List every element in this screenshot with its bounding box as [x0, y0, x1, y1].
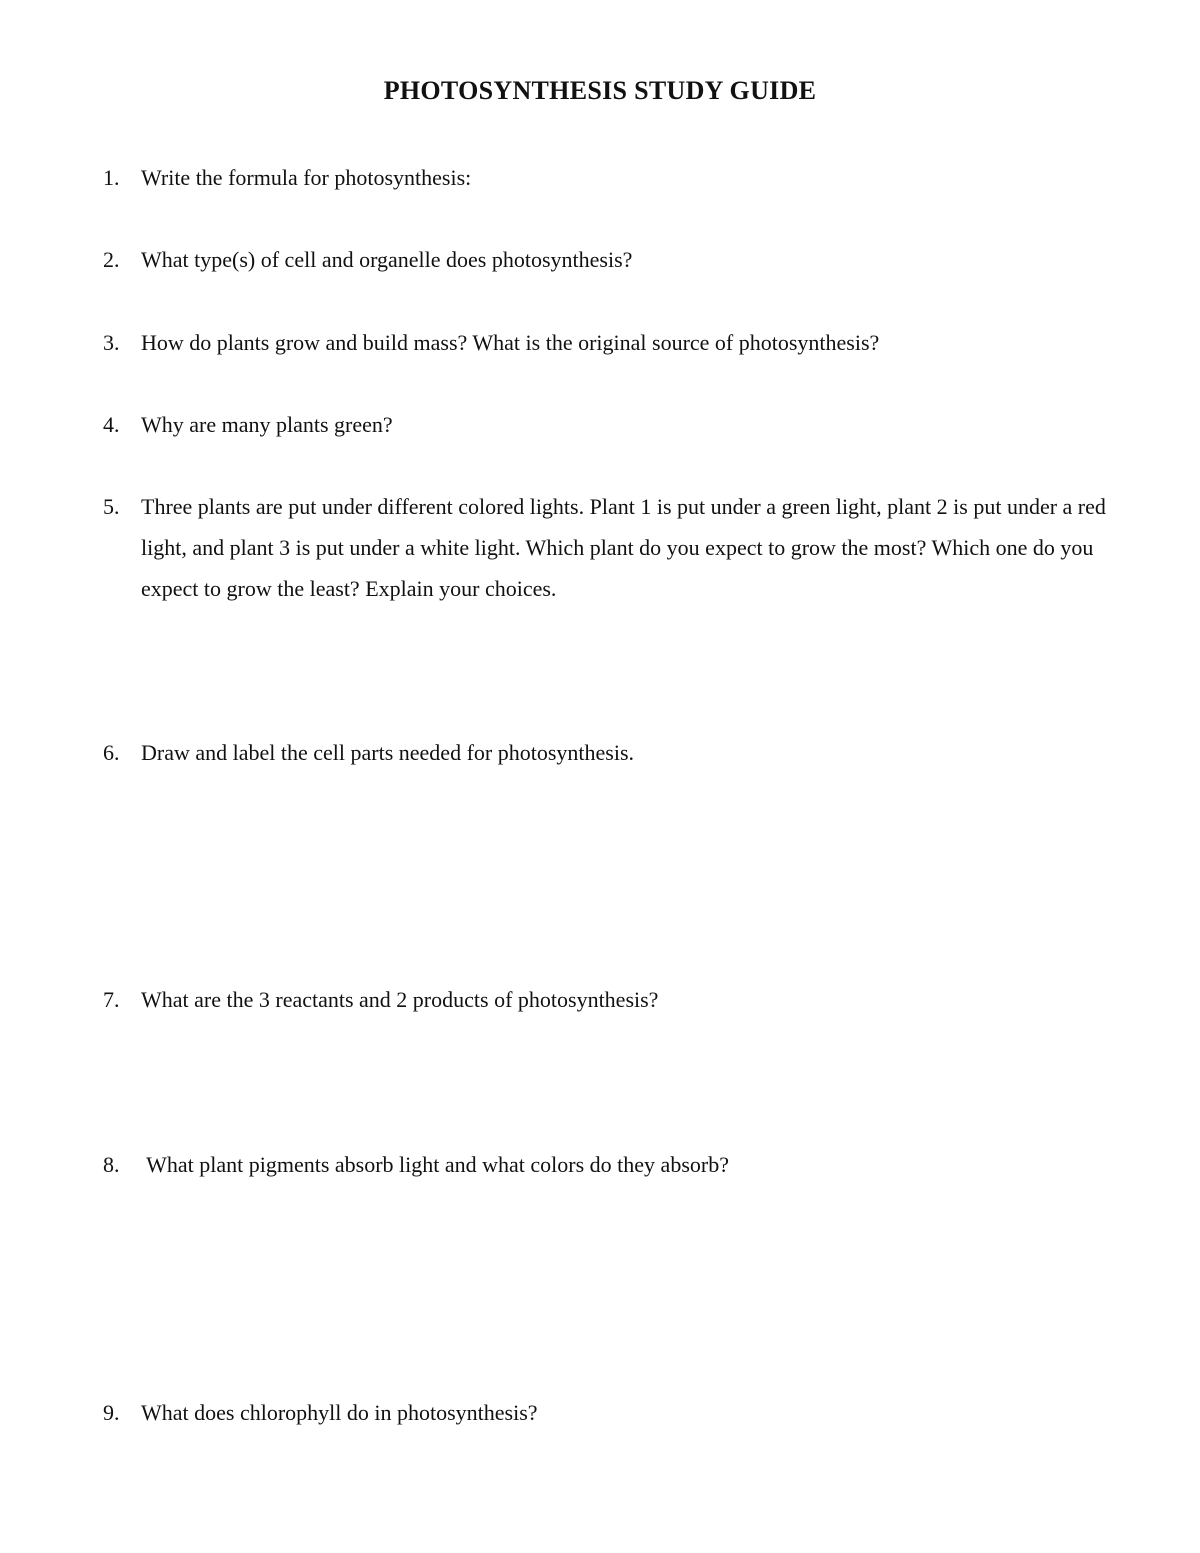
question-number: 2. — [103, 247, 120, 272]
question-number: 5. — [103, 494, 120, 519]
question-text: Draw and label the cell parts needed for photosynthesis. — [141, 740, 635, 765]
question-text: What type(s) of cell and organelle does photosynthesis? — [141, 247, 633, 272]
question-1 — [103, 157, 1143, 198]
question-6 — [103, 732, 1143, 773]
page-title: PHOTOSYNTHESIS STUDY GUIDE — [383, 76, 817, 105]
question-3 — [103, 322, 1143, 363]
question-2 — [103, 239, 1143, 280]
question-text: How do plants grow and build mass? What is the original source of photosynthesis? — [141, 330, 880, 355]
question-number: 1. — [103, 165, 120, 190]
question-number: 9. — [103, 1400, 120, 1425]
question-number: 4. — [103, 412, 120, 437]
question-text: Write the formula for photosynthesis: — [141, 165, 472, 190]
question-text: What plant pigments absorb light and what colors do they absorb? — [141, 1152, 729, 1177]
question-number: 6. — [103, 740, 120, 765]
question-5 — [103, 486, 1143, 609]
question-text: Why are many plants green? — [141, 412, 393, 437]
question-text: What are the 3 reactants and 2 products of photosynthesis? — [141, 987, 659, 1012]
question-number: 8. — [103, 1152, 120, 1177]
question-4 — [103, 404, 1143, 445]
question-number: 7. — [103, 987, 120, 1012]
question-9 — [103, 1392, 1143, 1433]
question-text: What does chlorophyll do in photosynthesis? — [141, 1400, 538, 1425]
question-text: Three plants are put under different colored lights. Plant 1 is put under a green light, plant 2 is put under a red light, and plant 3 is put under a white light. Which plant do you expect to grow the most? Which one do you expect to grow the least? Explain your choices. — [141, 494, 1106, 601]
question-8 — [103, 1144, 1143, 1185]
question-number: 3. — [103, 330, 120, 355]
question-7 — [103, 979, 1143, 1020]
